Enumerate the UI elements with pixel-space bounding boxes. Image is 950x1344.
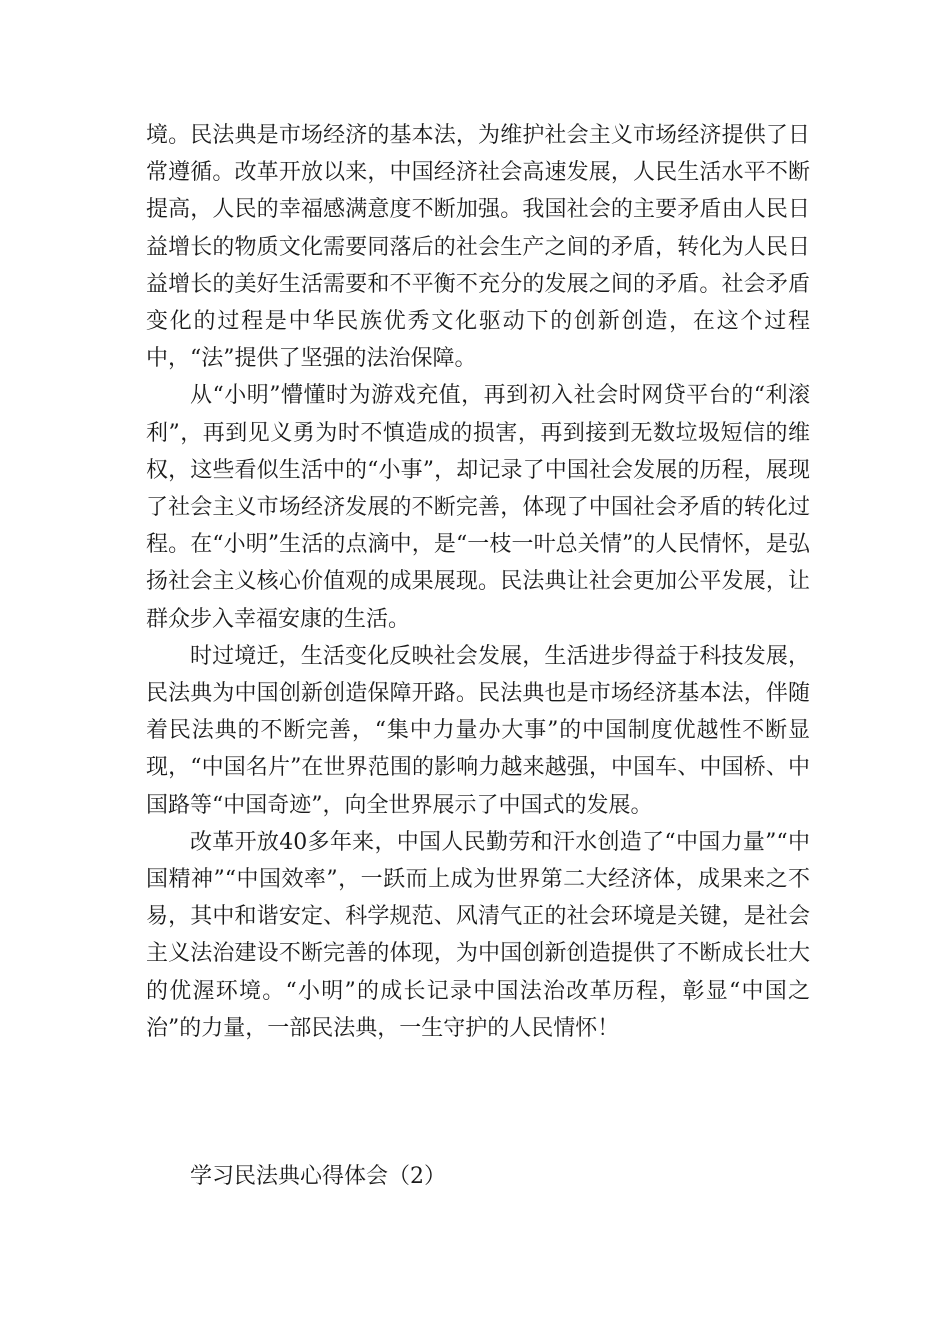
document-page xyxy=(146,117,810,1195)
paragraph-development: 时过境迁，生活变化反映社会发展，生活进步得益于科技发展，民法典为中国创新创造保障开路。民法典也是市场经济基本法，伴随着民法典的不断完善，“集中力量办大事”的中国制度优越性不断显现，“中国名片”在世界范围的影响力越来越强，中国车、中国桥、中国路等“中国奇迹”，向全世界展示了中国式的发展。 xyxy=(146,643,810,818)
section-title: 学习民法典心得体会（2） xyxy=(190,1164,446,1190)
paragraph-reform: 改革开放40多年来，中国人民勤劳和汗水创造了“中国力量”“中国精神”“中国效率”，一跃而上成为世界第二大经济体，成果来之不易，其中和谐安定、科学规范、风清气正的社会环境是关键，是社会主义法治建设不断完善的体现，为中国创新创造提供了不断成长壮大的优渥环境。“小明”的成长记录中国法治改革历程，彰显“中国之治”的力量，一部民法典，一生守护的人民情怀！ xyxy=(146,829,810,1041)
paragraph-xiaoming: 从“小明”懵懂时为游戏充值，再到初入社会时网贷平台的“利滚利”，再到见义勇为时不慎造成的损害，再到接到无数垃圾短信的维权，这些看似生活中的“小事”，却记录了中国社会发展的历程，展现了社会主义市场经济发展的不断完善，体现了中国社会矛盾的转化过程。在“小明”生活的点滴中，是“一枝一叶总关情”的人民情怀，是弘扬社会主义核心价值观的成果展现。民法典让社会更加公平发展，让群众步入幸福安康的生活。 xyxy=(146,383,810,632)
paragraph-continuation: 境。民法典是市场经济的基本法，为维护社会主义市场经济提供了日常遵循。改革开放以来，中国经济社会高速发展，人民生活水平不断提高，人民的幸福感满意度不断加强。我国社会的主要矛盾由人民日益增长的物质文化需要同落后的社会生产之间的矛盾，转化为人民日益增长的美好生活需要和不平衡不充分的发展之间的矛盾。社会矛盾变化的过程是中华民族优秀文化驱动下的创新创造，在这个过程中，“法”提供了坚强的法治保障。 xyxy=(146,123,810,372)
section-spacer xyxy=(146,1047,810,1158)
